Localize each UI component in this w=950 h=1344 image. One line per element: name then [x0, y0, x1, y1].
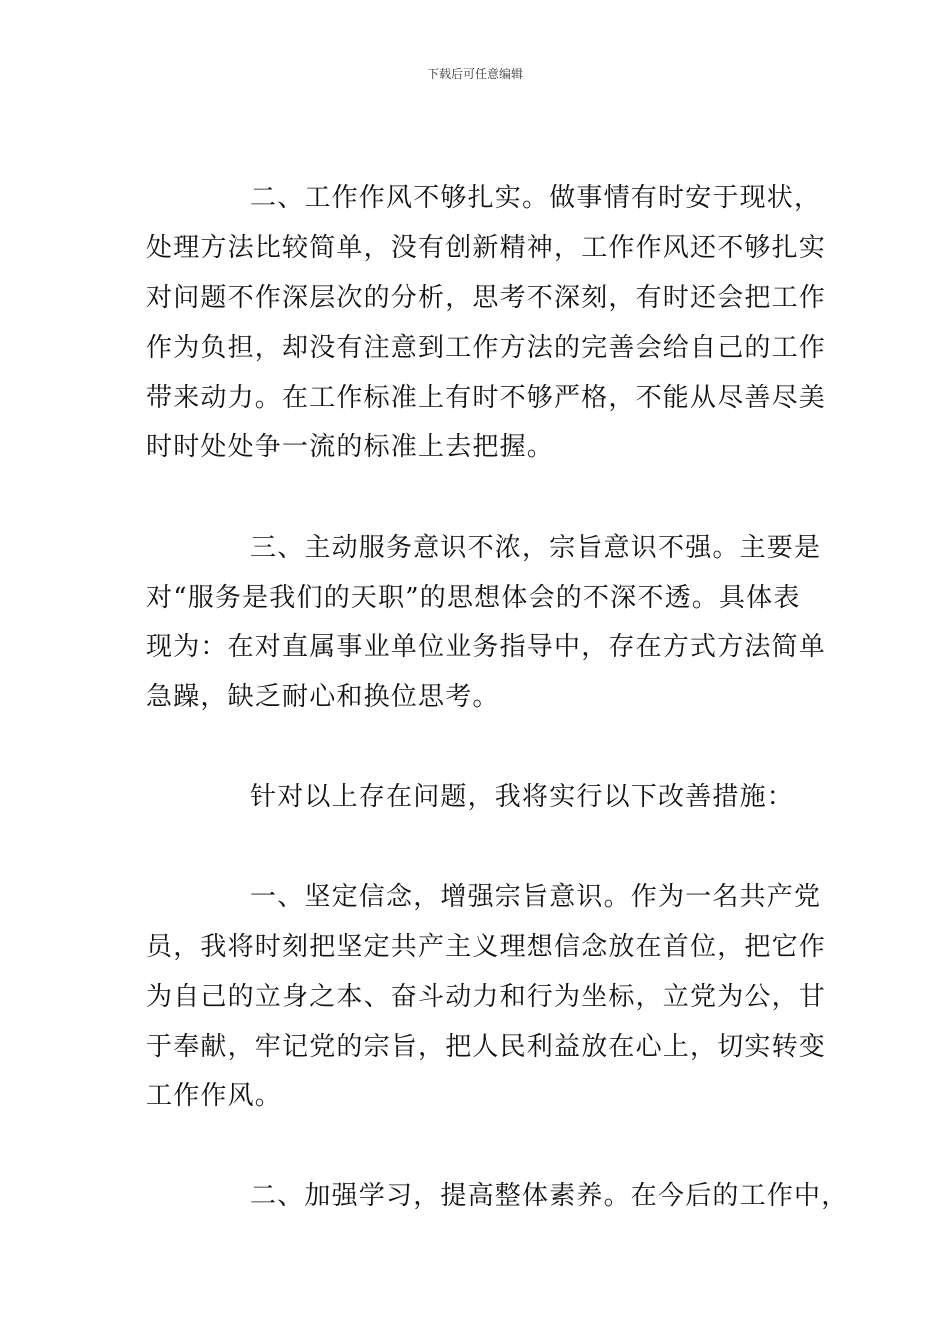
- paragraph-2-line-1: 三、主动服务意识不浓，宗旨意识不强。主要是: [250, 533, 822, 563]
- paragraph-1-line-6: 时时处处争一流的标准上去把握。: [146, 432, 555, 462]
- paragraph-1-line-2: 处理方法比较简单，没有创新精神，工作作风还不够扎实: [146, 233, 827, 263]
- paragraph-3-line-5: 工作作风。: [146, 1081, 283, 1111]
- paragraph-1-line-4: 作为负担，却没有注意到工作方法的完善会给自己的工作: [146, 333, 827, 363]
- paragraph-3-line-1: 一、坚定信念，增强宗旨意识。作为一名共产党: [250, 882, 822, 912]
- paragraph-2-line-3: 现为：在对直属事业单位业务指导中，存在方式方法简单: [146, 632, 827, 662]
- paragraph-3-line-2: 员，我将时刻把坚定共产主义理想信念放在首位，把它作: [146, 932, 827, 962]
- page-header-note: 下载后可任意编辑: [426, 67, 523, 81]
- paragraph-1-line-1: 二、工作作风不够扎实。做事情有时安于现状，: [250, 183, 822, 213]
- paragraph-2-line-4: 急躁，缺乏耐心和换位思考。: [146, 682, 500, 712]
- paragraph-3-line-3: 为自己的立身之本、奋斗动力和行为坐标，立党为公，甘: [146, 982, 827, 1012]
- paragraph-3-line-4: 于奉献，牢记党的宗旨，把人民利益放在心上，切实转变: [146, 1032, 827, 1062]
- transition-line: 针对以上存在问题，我将实行以下改善措施：: [250, 782, 795, 812]
- paragraph-2-line-2: 对“服务是我们的天职”的思想体会的不深不透。具体表: [146, 583, 801, 613]
- paragraph-1-line-3: 对问题不作深层次的分析，思考不深刻，有时还会把工作: [146, 283, 827, 313]
- paragraph-1-line-5: 带来动力。在工作标准上有时不够严格，不能从尽善尽美: [146, 383, 827, 413]
- paragraph-4-line-1: 二、加强学习，提高整体素养。在今后的工作中，: [250, 1181, 849, 1211]
